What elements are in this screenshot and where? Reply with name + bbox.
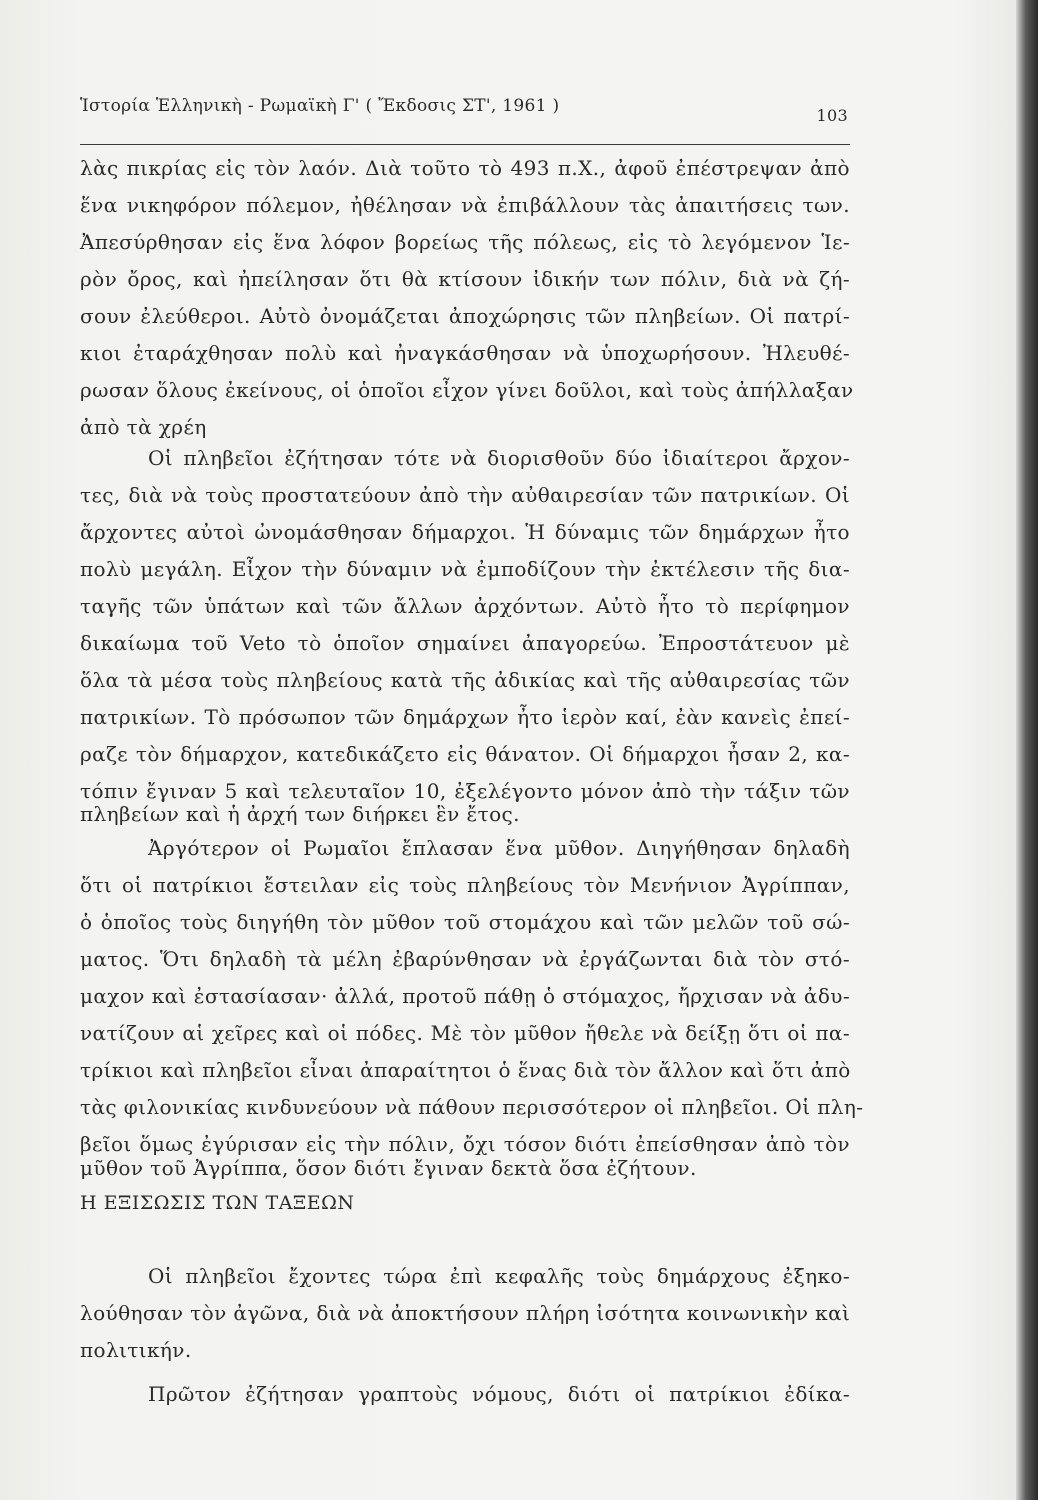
text-line: τρίκιοι καὶ πληβεῖοι εἶναι ἀπαραίτητοι ὁ ἕνας διὰ τὸν ἄλλον καὶ ὅτι ἀπὸ (80, 1058, 851, 1082)
header-rule (80, 144, 850, 145)
paragraph-first-line: Πρῶτον ἐζήτησαν γραπτοὺς νόμους, διότι οἱ πατρίκιοι ἐδίκα- (148, 1382, 850, 1406)
text-line: νατίζουν αἱ χεῖρες καὶ οἱ πόδες. Μὲ τὸν μῦθον ἤθελε νὰ δείξῃ ὅτι οἱ πα- (80, 1021, 850, 1045)
text-line: ματος. Ὅτι δηλαδὴ τὰ μέλη ἐβαρύνθησαν νὰ ἐργάζωνται διὰ τὸν στό- (80, 947, 850, 971)
paragraph-first-line: Οἱ πληβεῖοι ἔχοντες τώρα ἐπὶ κεφαλῆς τοὺς δημάρχους ἐξηκο- (148, 1264, 850, 1288)
book-title-header: Ἱστορία Ἑλληνικὴ - Ρωμαϊκὴ Γ' ( Ἔκδοσις ΣΤ', 1961 ) (80, 96, 560, 116)
text-line: πολὺ μεγάλη. Εἶχον τὴν δύναμιν νὰ ἐμποδίζουν τὴν ἐκτέλεσιν τῆς δια- (80, 557, 850, 581)
paragraph-first-line: Ἀργότερον οἱ Ρωμαῖοι ἔπλασαν ἕνα μῦθον. Διηγήθησαν δηλαδὴ (148, 836, 850, 860)
text-line: ταγῆς τῶν ὑπάτων καὶ τῶν ἄλλων ἀρχόντων. Αὐτὸ ἦτο τὸ περίφημον (80, 594, 850, 618)
text-line: μαχον καὶ ἐστασίασαν· ἀλλά, προτοῦ πάθῃ ὁ στόμαχος, ἤρχισαν νὰ ἀδυ- (80, 984, 850, 1008)
page-edge-shadow (1016, 0, 1038, 1500)
text-line: ἕνα νικηφόρον πόλεμον, ἠθέλησαν νὰ ἐπιβάλλουν τὰς ἀπαιτήσεις των. (80, 193, 850, 217)
page-number: 103 (816, 106, 848, 125)
text-line: λούθησαν τὸν ἀγῶνα, διὰ νὰ ἀποκτήσουν πλήρη ἰσότητα κοινωνικὴν καὶ (80, 1301, 851, 1325)
text-line: λὰς πικρίας εἰς τὸν λαόν. Διὰ τοῦτο τὸ 493 π.Χ., ἀφοῦ ἐπέστρεψαν ἀπὸ (80, 156, 850, 180)
text-line: σουν ἐλεύθεροι. Αὐτὸ ὀνομάζεται ἀποχώρησις τῶν πληβείων. Οἱ πατρί- (80, 304, 850, 328)
text-line: ἀπὸ τὰ χρέη (80, 415, 207, 439)
text-line: ὅτι οἱ πατρίκιοι ἔστειλαν εἰς τοὺς πληβείους τὸν Μενήνιον Ἀγρίππαν, (80, 873, 850, 897)
text-line: κιοι ἐταράχθησαν πολὺ καὶ ἠναγκάσθησαν νὰ ὑποχωρήσουν. Ἠλευθέ- (80, 341, 850, 365)
text-line: ραζε τὸν δήμαρχον, κατεδικάζετο εἰς θάνατον. Οἱ δήμαρχοι ἦσαν 2, κα- (80, 742, 850, 766)
text-line: ρὸν ὄρος, καὶ ἠπείλησαν ὅτι θὰ κτίσουν ἰδικήν των πόλιν, διὰ νὰ ζή- (80, 267, 850, 291)
text-line: πατρικίων. Τὸ πρόσωπον τῶν δημάρχων ἦτο ἱερὸν καί, ἐὰν κανεὶς ἐπεί- (80, 705, 850, 729)
text-line: δικαίωμα τοῦ Veto τὸ ὁποῖον σημαίνει ἀπαγορεύω. Ἐπροστάτευον μὲ (80, 631, 850, 655)
text-line: ὅλα τὰ μέσα τοὺς πληβείους κατὰ τῆς ἀδικίας καὶ τῆς αὐθαιρεσίας τῶν (80, 668, 850, 692)
text-line: μῦθον τοῦ Ἀγρίππα, ὅσον διότι ἔγιναν δεκτὰ ὅσα ἐζήτουν. (80, 1156, 697, 1180)
text-line: Ἀπεσύρθησαν εἰς ἕνα λόφον βορείως τῆς πόλεως, εἰς τὸ λεγόμενον Ἱε- (80, 230, 850, 254)
text-line: βεῖοι ὅμως ἐγύρισαν εἰς τὴν πόλιν, ὄχι τόσον διότι ἐπείσθησαν ἀπὸ τὸν (80, 1132, 850, 1156)
text-line: πολιτικήν. (80, 1338, 192, 1362)
text-line: πληβείων καὶ ἡ ἀρχή των διήρκει ἓν ἔτος. (80, 802, 520, 826)
text-line: ρωσαν ὅλους ἐκείνους, οἱ ὁποῖοι εἶχον γίνει δοῦλοι, καὶ τοὺς ἀπήλλαξαν (80, 378, 854, 402)
text-line: τες, διὰ νὰ τοὺς προστατεύουν ἀπὸ τὴν αὐθαιρεσίαν τῶν πατρικίων. Οἱ (80, 483, 850, 507)
text-line: τὰς φιλονικίας κινδυνεύουν νὰ πάθουν περισσότερον οἱ πληβεῖοι. Οἱ πλη- (80, 1095, 864, 1119)
text-line: τόπιν ἔγιναν 5 καὶ τελευταῖον 10, ἐξελέγοντο μόνον ἀπὸ τὴν τάξιν τῶν (80, 779, 850, 803)
running-header (80, 92, 848, 126)
text-line: ὁ ὁποῖος τοὺς διηγήθη τὸν μῦθον τοῦ στομάχου καὶ τῶν μελῶν τοῦ σώ- (80, 910, 850, 934)
section-heading: Η ΕΞΙΣΩΣΙΣ ΤΩΝ ΤΑΞΕΩΝ (80, 1192, 355, 1214)
paragraph-first-line: Οἱ πληβεῖοι ἐζήτησαν τότε νὰ διορισθοῦν δύο ἰδιαίτεροι ἄρχον- (148, 446, 850, 470)
text-line: ἄρχοντες αὐτοὶ ὠνομάσθησαν δήμαρχοι. Ἡ δύναμις τῶν δημάρχων ἦτο (80, 520, 850, 544)
